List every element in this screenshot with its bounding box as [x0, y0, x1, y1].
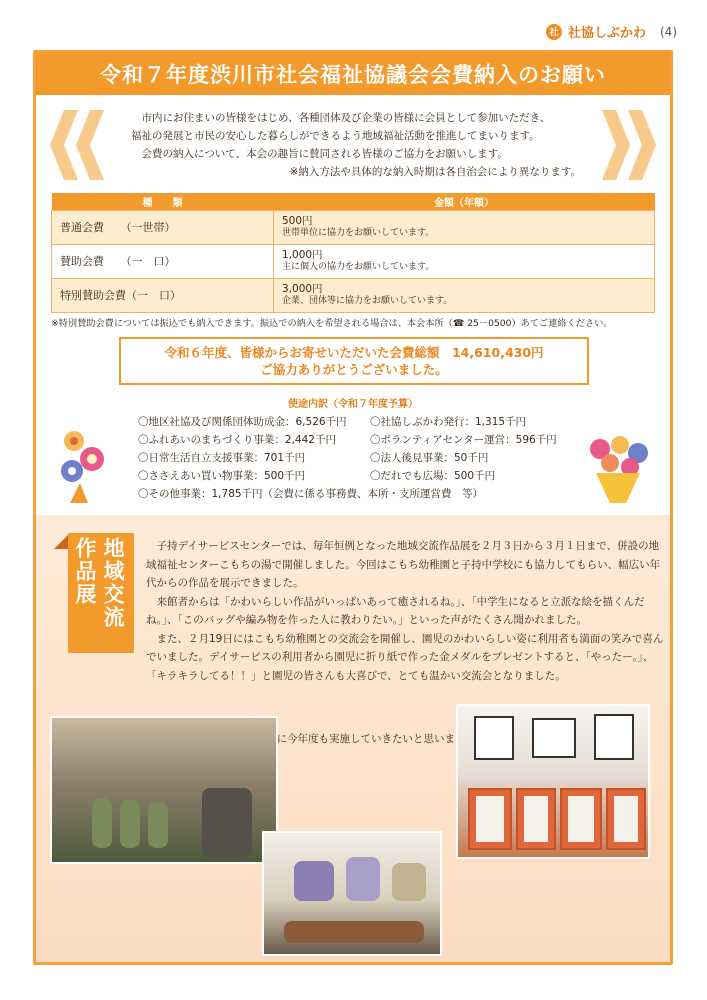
title-bar [36, 53, 670, 95]
fee-type: 特別賛助会費（一 口） [52, 278, 274, 312]
chevron-right-icon [598, 105, 658, 185]
table-note: ※特別賛助会費については振込でも納入できます。振込での納入を希望される場合は、本会本所（☎ 25－0500）あてご連絡ください。 [51, 318, 613, 329]
fee-amount-cell [274, 244, 655, 278]
article-paragraph: また、２月19日にはこもち幼稚園との交流会を開催し、園児のかわいらしい姿に利用者も満面の笑みで喜んでいました。デイサービスの利用者から園児に折り紙で作った金メダルをプレゼントすると、「やったー。」、「キラキラしてる！！」と園児の皆さんも大喜びで、とても温かい交流会となりました。 [146, 632, 664, 682]
table-row [52, 210, 655, 244]
intro-text [131, 109, 581, 181]
article-paragraph: 子持デイサービスセンターでは、毎年恒例となった地域交流作品展を２月３日から３月１日まで、併設の地域福祉センターこもちの湯で開催しました。今回はこもち幼稚園と子持中学校にも協力してもらい、幅広い年代からの作品を展示できました。 [146, 540, 661, 589]
chevron-left-icon [48, 105, 108, 185]
fee-amount: 3,000円 [282, 283, 323, 295]
exchange-article [146, 537, 666, 685]
column-header-amount: 金額（年額） [274, 193, 655, 210]
fee-type: 普通会費 （一世帯） [52, 210, 274, 244]
usage-item: 〇だれでも広場：500千円 [370, 470, 496, 482]
logo-icon: 社 [546, 24, 562, 40]
column-header-type: 種 類 [52, 193, 274, 210]
intro-line: 市内にお住まいの皆様をはじめ、各種団体及び企業の皆様に会員として参加いただき、 [141, 112, 551, 124]
page-number: (4) [660, 24, 677, 39]
usage-item: 〇法人後見事業：50千円 [370, 452, 489, 464]
banner-title: 地域交流 [101, 537, 125, 629]
fee-table [51, 193, 655, 313]
fee-amount-cell [274, 210, 655, 244]
usage-item: 〇その他事業：1,785千円（会費に係る事務費、本所・支所運営費 等） [138, 488, 484, 500]
intro-line: 福祉の発展と市民の安心した暮らしができるよう地域福祉活動を推進してまいります。 [131, 130, 540, 142]
fee-amount-cell [274, 278, 655, 312]
donation-box [119, 337, 589, 385]
section-banner [68, 533, 134, 653]
flower-bouquet-icon [586, 435, 650, 505]
fee-description: 主に個人の協力をお願いしています。 [282, 262, 435, 272]
usage-item: 〇地区社協及び関係団体助成金：6,526千円 [138, 416, 347, 428]
fee-description: 世帯単位に協力をお願いしています。 [282, 228, 435, 238]
usage-item: 〇社協しぶかわ発行：1,315千円 [370, 416, 527, 428]
fee-amount: 500円 [282, 215, 313, 227]
article-paragraph: 来館者からは「かわいらしい作品がいっぱいあって癒されるね。」、「中学生になると立派な絵を描くんだね。」、「このバッグや編み物を作った人に教わりたい。」といった声がたくさん聞かれました。 [146, 595, 645, 626]
usage-item: 〇ふれあいのまちづくり事業：2,442千円 [138, 434, 336, 446]
artwork-photo [456, 704, 650, 859]
fee-type: 賛助会費 （一 口） [52, 244, 274, 278]
banner-subtitle: 作品展 [73, 537, 97, 606]
newsletter-name: 社協しぶかわ [567, 26, 646, 41]
usage-item: 〇ささえあい買い物事業：500千円 [138, 470, 306, 482]
fee-description: 企業、団体等に協力をお願いしています。 [282, 296, 453, 306]
donation-thanks: ご協力ありがとうございました。 [260, 362, 448, 377]
crafts-photo [262, 831, 442, 956]
table-row [52, 278, 655, 312]
page-title: 令和７年度渋川市社会福祉協議会会費納入のお願い [100, 63, 606, 87]
article-frame [33, 50, 673, 965]
table-row [52, 244, 655, 278]
flower-illustration-icon [58, 425, 108, 507]
intro-note: ※納入方法や具体的な納入時期は各自治会により異なります。 [289, 166, 581, 178]
donation-total: 令和６年度、皆様からお寄せいただいた会費総額 14,610,430円 [164, 345, 544, 360]
intro-line: 会費の納入について、本会の趣旨に賛同される皆様のご協力をお願いします。 [141, 148, 508, 160]
usage-item: 〇ボランティアセンター運営：596千円 [370, 434, 557, 446]
kindergarten-photo [50, 716, 278, 864]
usage-item: 〇日常生活自立支援事業：701千円 [138, 452, 306, 464]
usage-list [138, 413, 578, 503]
fee-amount: 1,000円 [282, 249, 323, 261]
page-header [546, 22, 677, 41]
usage-title: 使途内訳（令和７年度予算） [288, 399, 418, 410]
